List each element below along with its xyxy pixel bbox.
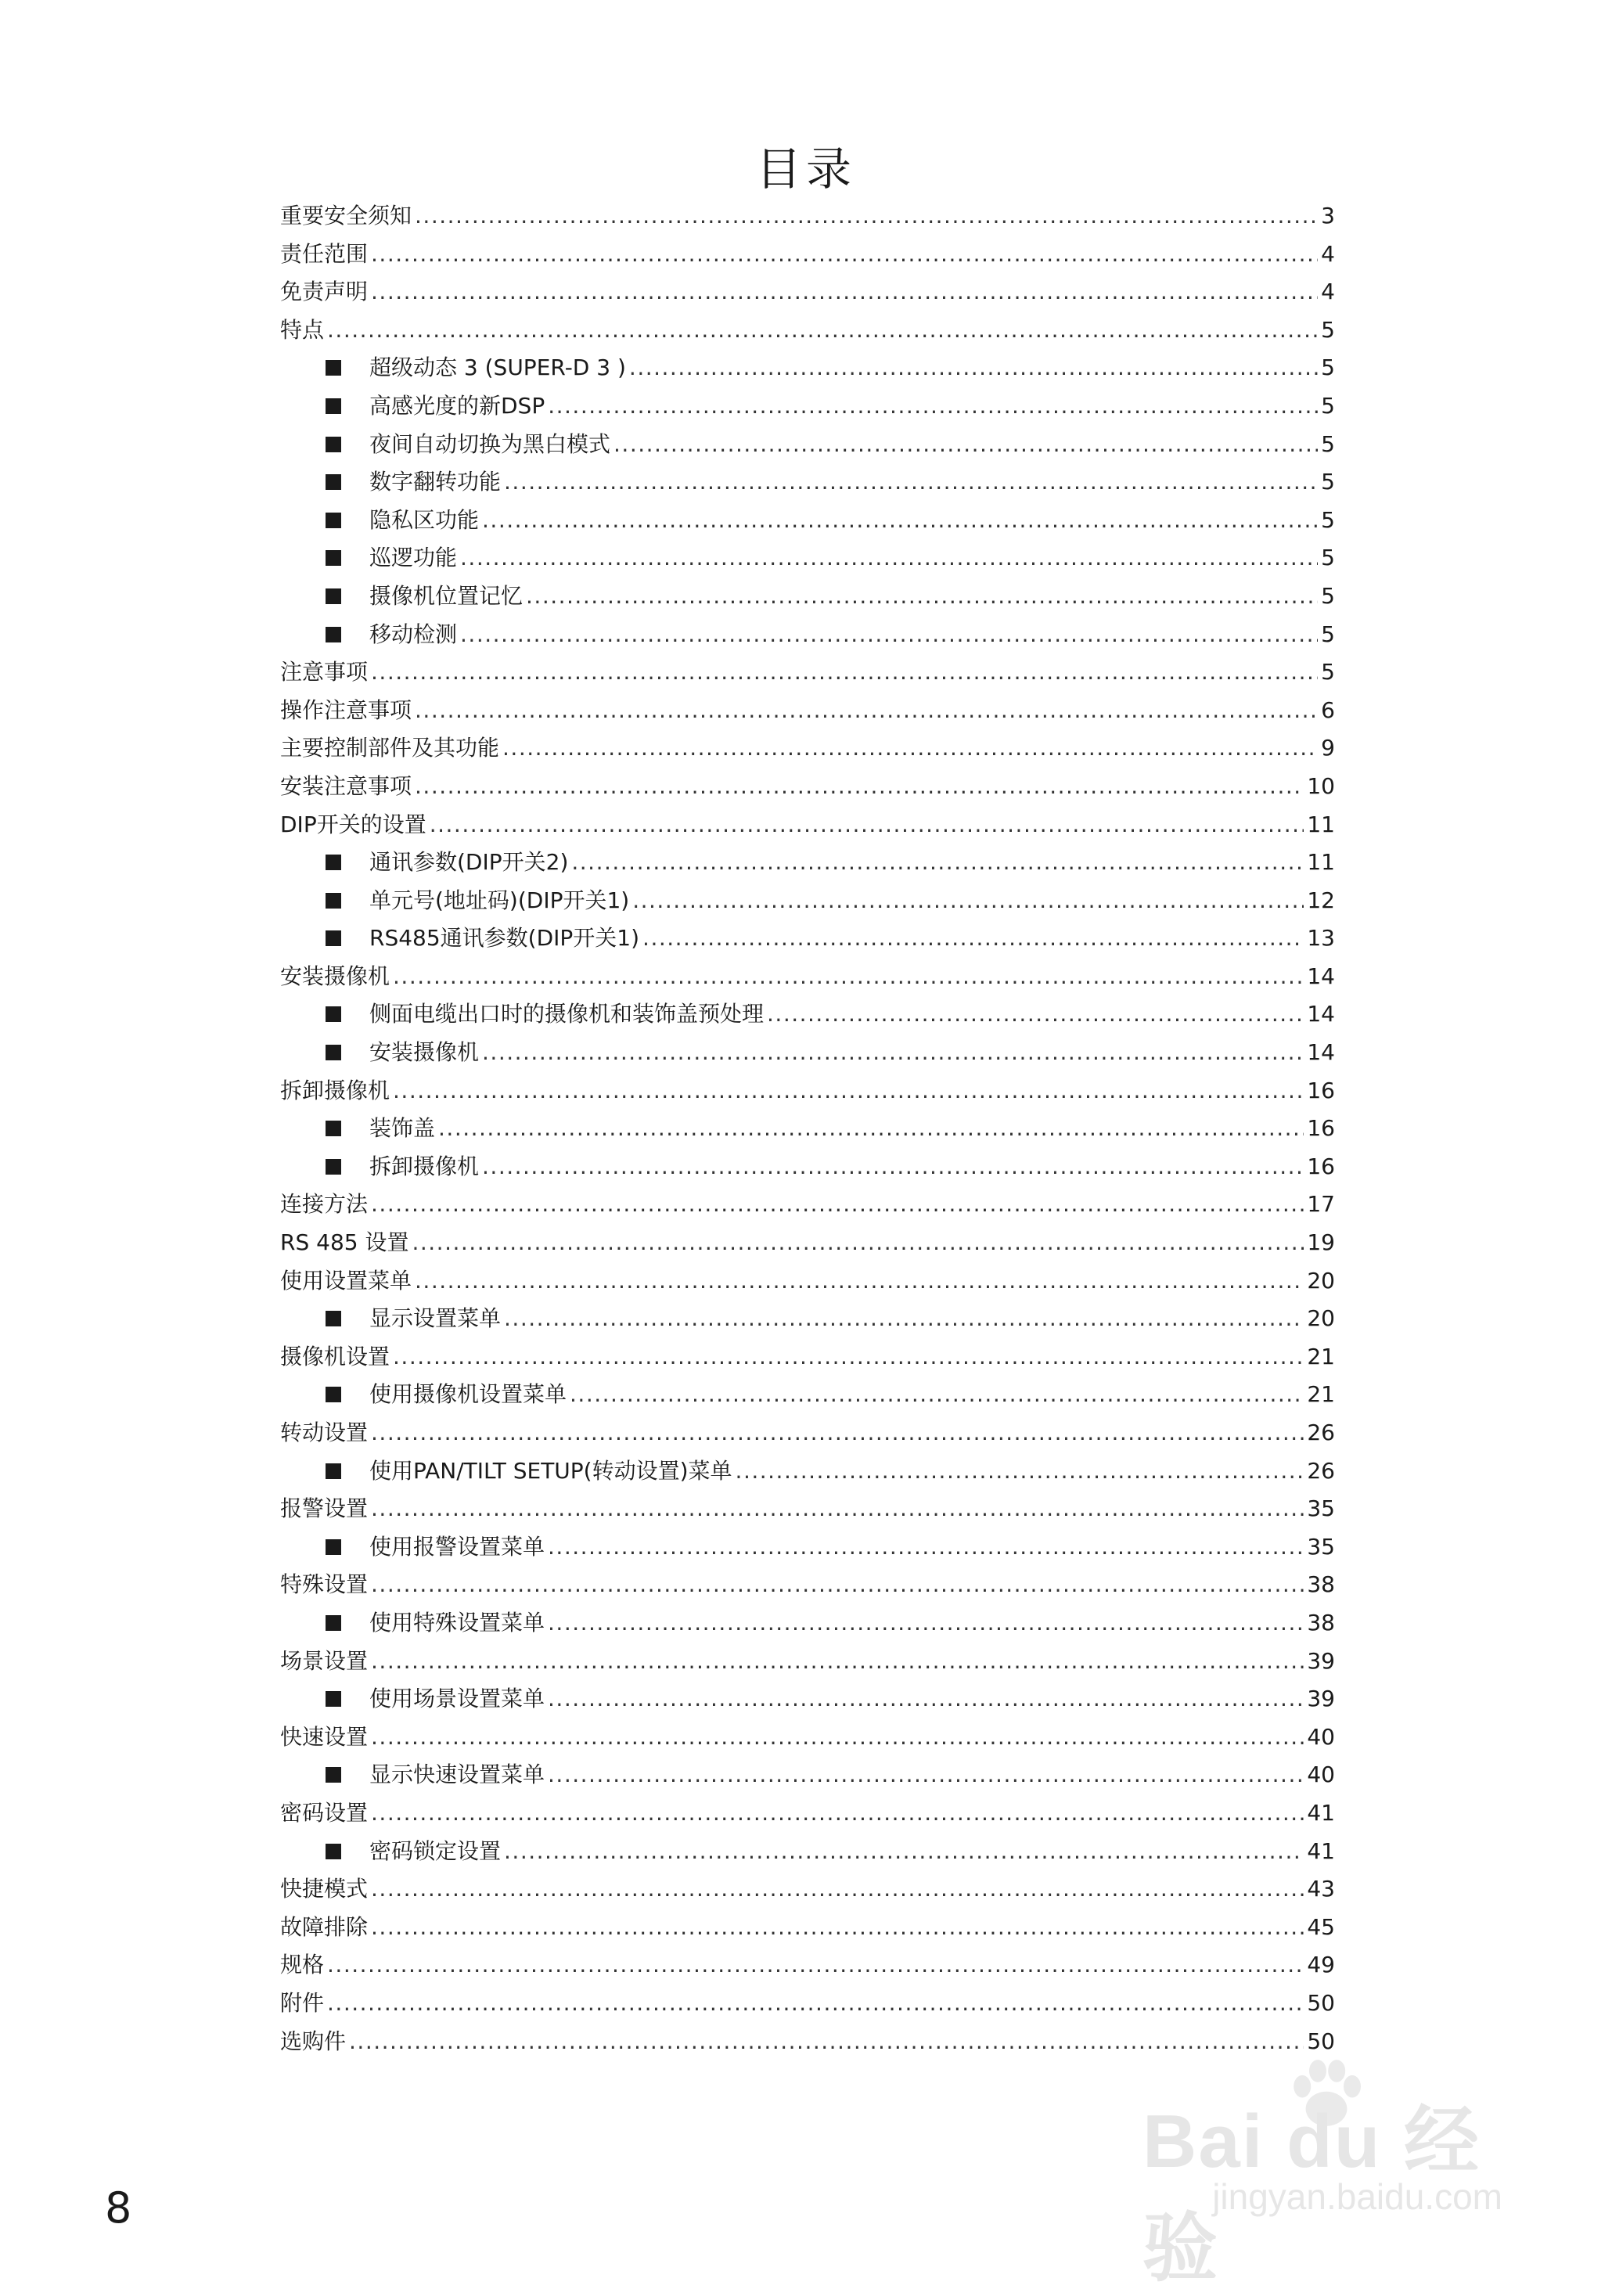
dot-leader — [548, 1604, 1304, 1643]
dot-leader — [504, 1300, 1304, 1338]
toc-entry — [280, 1414, 1335, 1452]
page-title: 目录 — [755, 142, 856, 196]
toc-entry-label: 密码锁定设置 — [369, 1837, 502, 1864]
toc-entry-page: 5 — [1321, 659, 1335, 686]
toc-entry — [280, 1490, 1335, 1528]
toc-subentry — [280, 426, 1335, 464]
square-bullet-icon — [326, 550, 341, 566]
toc-entry-page: 5 — [1321, 392, 1335, 419]
toc-entry-label: 拆卸摄像机 — [369, 1153, 480, 1179]
dot-leader — [526, 578, 1318, 616]
square-bullet-icon — [326, 513, 341, 528]
toc-subentry — [280, 539, 1335, 578]
toc-entry-label: 高感光度的新DSP — [369, 392, 545, 419]
toc-entry-page: 16 — [1307, 1153, 1335, 1179]
toc-entry — [280, 1072, 1335, 1110]
toc-entry — [280, 1338, 1335, 1377]
toc-entry — [280, 1643, 1335, 1681]
toc-entry-label: 快捷模式 — [280, 1876, 369, 1902]
toc-entry-page: 38 — [1307, 1571, 1335, 1598]
toc-entry-label: 使用设置菜单 — [280, 1267, 412, 1294]
square-bullet-icon — [326, 1844, 341, 1859]
toc-entry-page: 5 — [1321, 316, 1335, 343]
toc-entry-label: 使用特殊设置菜单 — [369, 1609, 545, 1636]
toc-subentry — [280, 616, 1335, 654]
toc-entry-page: 16 — [1307, 1115, 1335, 1142]
square-bullet-icon — [326, 1767, 341, 1783]
toc-entry-label: 显示设置菜单 — [369, 1305, 502, 1332]
toc-entry-label: 超级动态 3 (SUPER-D 3 ) — [369, 354, 626, 381]
toc-entry-page: 20 — [1307, 1267, 1335, 1294]
dot-leader — [393, 958, 1304, 996]
toc-subentry — [280, 1756, 1335, 1794]
toc-entry-label: 装饰盖 — [369, 1115, 436, 1142]
dot-leader — [327, 1946, 1304, 1985]
toc-entry-page: 41 — [1307, 1837, 1335, 1864]
toc-entry-page: 13 — [1307, 925, 1335, 952]
toc-entry — [280, 768, 1335, 806]
dot-leader — [393, 1338, 1304, 1377]
toc-entry-label: 安装摄像机 — [369, 1039, 480, 1066]
toc-entry-label: 报警设置 — [280, 1495, 369, 1522]
toc-entry-page: 11 — [1307, 849, 1335, 876]
toc-entry-label: 责任范围 — [280, 240, 369, 267]
toc-entry-label: 摄像机设置 — [280, 1343, 390, 1369]
toc-entry-label: 主要控制部件及其功能 — [280, 735, 500, 761]
toc-entry-label: 使用场景设置菜单 — [369, 1686, 545, 1712]
toc-subentry — [280, 1034, 1335, 1072]
toc-entry — [280, 1718, 1335, 1757]
toc-entry-label: 场景设置 — [280, 1647, 369, 1674]
toc-entry-page: 5 — [1321, 469, 1335, 495]
toc-subentry — [280, 1300, 1335, 1338]
toc-entry-label: 重要安全须知 — [280, 203, 412, 229]
toc-entry-label: RS485通讯参数(DIP开关1) — [369, 925, 640, 952]
watermark-url: jingyan.baidu.com — [1212, 2176, 1502, 2217]
toc-entry-page: 10 — [1307, 772, 1335, 799]
toc-entry-page: 26 — [1307, 1457, 1335, 1484]
toc-subentry — [280, 1110, 1335, 1148]
toc-entry-page: 35 — [1307, 1533, 1335, 1560]
toc-entry-page: 43 — [1307, 1876, 1335, 1902]
square-bullet-icon — [326, 1311, 341, 1326]
dot-leader — [482, 1034, 1304, 1072]
dot-leader — [371, 273, 1318, 311]
toc-entry — [280, 1262, 1335, 1301]
toc-entry-page: 9 — [1321, 735, 1335, 761]
square-bullet-icon — [326, 1539, 341, 1555]
square-bullet-icon — [326, 1045, 341, 1060]
toc-entry-page: 4 — [1321, 279, 1335, 305]
toc-entry-label: 显示快速设置菜单 — [369, 1762, 545, 1788]
toc-subentry — [280, 349, 1335, 387]
toc-entry-label: 安装摄像机 — [280, 963, 390, 989]
toc-entry — [280, 653, 1335, 692]
toc-entry-label: 数字翻转功能 — [369, 469, 502, 495]
square-bullet-icon — [326, 437, 341, 452]
toc-entry-page: 50 — [1307, 2028, 1335, 2054]
square-bullet-icon — [326, 474, 341, 490]
toc-entry-label: 使用PAN/TILT SETUP(转动设置)菜单 — [369, 1457, 732, 1484]
toc-entry-label: 侧面电缆出口时的摄像机和装饰盖预处理 — [369, 1001, 765, 1027]
toc-entry-label: 通讯参数(DIP开关2) — [369, 849, 569, 876]
toc-entry — [280, 1870, 1335, 1909]
toc-entry-label: 规格 — [280, 1952, 325, 1978]
square-bullet-icon — [326, 1691, 341, 1707]
dot-leader — [632, 882, 1304, 920]
dot-leader — [371, 1490, 1304, 1528]
dot-leader — [371, 1794, 1304, 1833]
toc-entry-label: 安装注意事项 — [280, 772, 412, 799]
dot-leader — [767, 995, 1304, 1034]
baidu-watermark — [1142, 2050, 1534, 2291]
toc-entry-label: 操作注意事项 — [280, 696, 412, 723]
toc-entry-page: 38 — [1307, 1609, 1335, 1636]
toc-entry-page: 21 — [1307, 1381, 1335, 1408]
dot-leader — [613, 426, 1318, 464]
dot-leader — [371, 653, 1318, 692]
dot-leader — [415, 768, 1304, 806]
toc-entry-page: 5 — [1321, 545, 1335, 571]
toc-entry — [280, 729, 1335, 768]
toc-entry-label: RS 485 设置 — [280, 1229, 409, 1256]
dot-leader — [438, 1110, 1304, 1148]
square-bullet-icon — [326, 1615, 341, 1631]
dot-leader — [415, 197, 1318, 236]
dot-leader — [629, 349, 1318, 387]
toc-entry-label: 拆卸摄像机 — [280, 1077, 390, 1103]
toc-entry-page: 45 — [1307, 1913, 1335, 1940]
dot-leader — [736, 1452, 1304, 1491]
toc-entry — [280, 1186, 1335, 1224]
dot-leader — [460, 539, 1318, 578]
toc-entry — [280, 273, 1335, 311]
dot-leader — [415, 1262, 1304, 1301]
toc-entry — [280, 236, 1335, 274]
toc-entry-page: 21 — [1307, 1343, 1335, 1369]
toc-entry-page: 39 — [1307, 1647, 1335, 1674]
toc-entry-label: 夜间自动切换为黑白模式 — [369, 430, 611, 457]
dot-leader — [460, 616, 1318, 654]
dot-leader — [371, 1643, 1304, 1681]
toc-entry-label: 连接方法 — [280, 1191, 369, 1218]
toc-entry-page: 5 — [1321, 354, 1335, 381]
square-bullet-icon — [326, 398, 341, 414]
dot-leader — [371, 1909, 1304, 1947]
toc-entry-page: 12 — [1307, 887, 1335, 913]
square-bullet-icon — [326, 360, 341, 376]
toc-entry — [280, 806, 1335, 844]
dot-leader — [371, 1414, 1304, 1452]
toc-entry-label: 密码设置 — [280, 1799, 369, 1826]
toc-entry-page: 4 — [1321, 240, 1335, 267]
toc-entry-page: 6 — [1321, 696, 1335, 723]
toc-entry-label: 选购件 — [280, 2028, 347, 2054]
toc-entry-label: 免责声明 — [280, 279, 369, 305]
toc-entry — [280, 1985, 1335, 2023]
toc-entry-page: 5 — [1321, 621, 1335, 647]
toc-entry-page: 11 — [1307, 811, 1335, 837]
toc-subentry — [280, 995, 1335, 1034]
toc-entry-label: 特殊设置 — [280, 1571, 369, 1598]
toc-entry — [280, 1946, 1335, 1985]
toc-entry-page: 14 — [1307, 1039, 1335, 1066]
dot-leader — [482, 502, 1318, 540]
square-bullet-icon — [326, 893, 341, 909]
toc-subentry — [280, 919, 1335, 958]
toc-entry — [280, 1566, 1335, 1604]
toc-entry — [280, 1909, 1335, 1947]
square-bullet-icon — [326, 1463, 341, 1479]
square-bullet-icon — [326, 1159, 341, 1175]
toc-entry-label: 隐私区功能 — [369, 506, 480, 533]
toc-entry-label: 使用摄像机设置菜单 — [369, 1381, 567, 1408]
toc-entry-page: 39 — [1307, 1686, 1335, 1712]
toc-entry-page: 35 — [1307, 1495, 1335, 1522]
toc-entry-label: 附件 — [280, 1989, 325, 2016]
toc-entry — [280, 197, 1335, 236]
toc-entry — [280, 958, 1335, 996]
dot-leader — [430, 806, 1304, 844]
dot-leader — [371, 1718, 1304, 1757]
toc-entry-label: 注意事项 — [280, 659, 369, 686]
dot-leader — [412, 1224, 1304, 1262]
toc-entry-page: 19 — [1307, 1229, 1335, 1256]
toc-entry-page: 50 — [1307, 1989, 1335, 2016]
toc-entry-label: 单元号(地址码)(DIP开关1) — [369, 887, 630, 913]
toc-entry-label: 巡逻功能 — [369, 545, 458, 571]
square-bullet-icon — [326, 1006, 341, 1022]
toc-entry — [280, 1224, 1335, 1262]
toc-subentry — [280, 1604, 1335, 1643]
toc-entry-label: 故障排除 — [280, 1913, 369, 1940]
square-bullet-icon — [326, 1387, 341, 1402]
square-bullet-icon — [326, 930, 341, 946]
dot-leader — [548, 387, 1318, 426]
toc-entry-page: 17 — [1307, 1191, 1335, 1218]
toc-subentry — [280, 463, 1335, 502]
toc-entry-page: 26 — [1307, 1420, 1335, 1445]
dot-leader — [642, 919, 1304, 958]
toc-entry-label: DIP开关的设置 — [280, 811, 426, 837]
toc-entry-page: 49 — [1307, 1952, 1335, 1978]
toc-entry-label: 特点 — [280, 316, 325, 343]
square-bullet-icon — [326, 627, 341, 642]
toc-subentry — [280, 1680, 1335, 1718]
toc-subentry — [280, 1148, 1335, 1186]
dot-leader — [415, 692, 1318, 730]
dot-leader — [570, 1376, 1304, 1414]
toc-entry-page: 41 — [1307, 1799, 1335, 1826]
square-bullet-icon — [326, 588, 341, 604]
toc-entry-label: 摄像机位置记忆 — [369, 582, 524, 609]
dot-leader — [327, 311, 1318, 350]
toc-entry-label: 转动设置 — [280, 1420, 369, 1445]
dot-leader — [548, 1756, 1304, 1794]
toc-subentry — [280, 844, 1335, 882]
toc-entry-label: 移动检测 — [369, 621, 458, 647]
dot-leader — [548, 1680, 1304, 1718]
toc-subentry — [280, 387, 1335, 426]
toc-entry — [280, 1794, 1335, 1833]
toc-entry-page: 5 — [1321, 582, 1335, 609]
dot-leader — [393, 1072, 1304, 1110]
toc-subentry — [280, 1376, 1335, 1414]
dot-leader — [371, 236, 1318, 274]
toc-subentry — [280, 578, 1335, 616]
toc-entry-page: 40 — [1307, 1762, 1335, 1788]
dot-leader — [502, 729, 1318, 768]
toc-subentry — [280, 882, 1335, 920]
square-bullet-icon — [326, 1121, 341, 1136]
toc-entry-page: 5 — [1321, 506, 1335, 533]
toc-entry-page: 5 — [1321, 430, 1335, 457]
dot-leader — [482, 1148, 1304, 1186]
toc-subentry — [280, 1833, 1335, 1871]
dot-leader — [504, 463, 1318, 502]
toc-subentry — [280, 1452, 1335, 1491]
dot-leader — [371, 1566, 1304, 1604]
toc-entry-page: 40 — [1307, 1723, 1335, 1750]
table-of-contents — [280, 197, 1335, 2060]
toc-subentry — [280, 502, 1335, 540]
toc-entry — [280, 692, 1335, 730]
dot-leader — [327, 1985, 1304, 2023]
dot-leader — [504, 1833, 1304, 1871]
dot-leader — [548, 1528, 1304, 1567]
watermark-brand: Bai du 经验 — [1142, 2100, 1481, 2291]
toc-entry-label: 使用报警设置菜单 — [369, 1533, 545, 1560]
toc-entry-page: 14 — [1307, 963, 1335, 989]
toc-entry-page: 20 — [1307, 1305, 1335, 1332]
toc-entry-page: 14 — [1307, 1001, 1335, 1027]
toc-subentry — [280, 1528, 1335, 1567]
toc-entry-page: 3 — [1321, 203, 1335, 229]
toc-entry-page: 16 — [1307, 1077, 1335, 1103]
page-number: 8 — [105, 2183, 132, 2233]
dot-leader — [371, 1186, 1304, 1224]
toc-entry — [280, 311, 1335, 350]
square-bullet-icon — [326, 855, 341, 870]
dot-leader — [571, 844, 1304, 882]
toc-entry-label: 快速设置 — [280, 1723, 369, 1750]
dot-leader — [371, 1870, 1304, 1909]
